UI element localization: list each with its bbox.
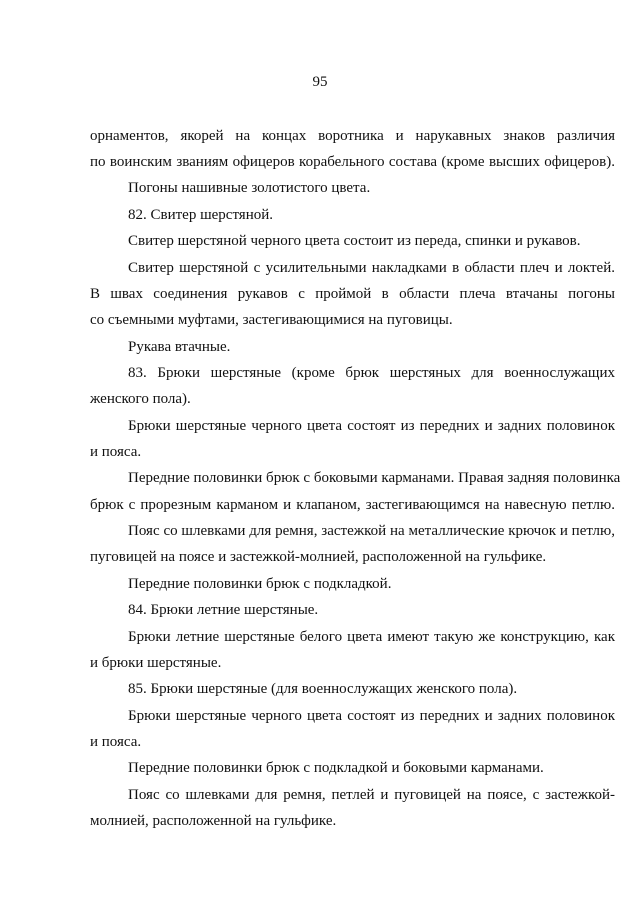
section-heading: 83. Брюки шерстяные (кроме брюк шерстяных для военнослужащих	[128, 365, 615, 381]
text-line: Свитер шерстяной черного цвета состоит из переда, спинки и рукавов.	[128, 233, 581, 249]
text-line: В швах соединения рукавов с проймой в области плеча втачаны погоны	[90, 286, 615, 302]
text-line: Передние половинки брюк с боковыми карманами. Правая задняя половинка	[128, 470, 621, 486]
section-heading: 85. Брюки шерстяные (для военнослужащих женского пола).	[128, 681, 518, 697]
text-line: Погоны нашивные золотистого цвета.	[128, 180, 371, 196]
text-line: со съемными муфтами, застегивающимися на пуговицы.	[90, 312, 453, 328]
page-number: 95	[312, 74, 328, 90]
text-line: Рукава втачные.	[128, 339, 231, 355]
text-line: орнаментов, якорей на концах воротника и нарукавных знаков различия	[90, 128, 615, 144]
text-line: по воинским званиям офицеров корабельного состава (кроме высших офицеров).	[90, 154, 615, 170]
text-line: Брюки шерстяные черного цвета состоят из передних и задних половинок	[128, 708, 615, 724]
section-heading: 84. Брюки летние шерстяные.	[128, 602, 319, 618]
text-line: и пояса.	[90, 734, 142, 750]
text-line: молнией, расположенной на гульфике.	[90, 813, 337, 829]
section-heading: женского пола).	[90, 391, 191, 407]
text-line: и брюки шерстяные.	[90, 655, 222, 671]
text-line: брюк с прорезным карманом и клапаном, застегивающимся на навесную петлю.	[90, 497, 615, 513]
text-line: Свитер шерстяной с усилительными накладками в области плеч и локтей.	[128, 260, 615, 276]
text-line: Пояс со шлевками для ремня, петлей и пуговицей на поясе, с застежкой-	[128, 787, 615, 803]
text-line: Пояс со шлевками для ремня, застежкой на металлические крючок и петлю,	[128, 523, 615, 539]
text-line: пуговицей на поясе и застежкой-молнией, расположенной на гульфике.	[90, 549, 547, 565]
section-heading: 82. Свитер шерстяной.	[128, 207, 274, 223]
text-line: Передние половинки брюк с подкладкой и боковыми карманами.	[128, 760, 544, 776]
text-line: Передние половинки брюк с подкладкой.	[128, 576, 392, 592]
text-line: Брюки летние шерстяные белого цвета имеют такую же конструкцию, как	[128, 629, 615, 645]
text-line: Брюки шерстяные черного цвета состоят из передних и задних половинок	[128, 418, 615, 434]
text-line: и пояса.	[90, 444, 142, 460]
